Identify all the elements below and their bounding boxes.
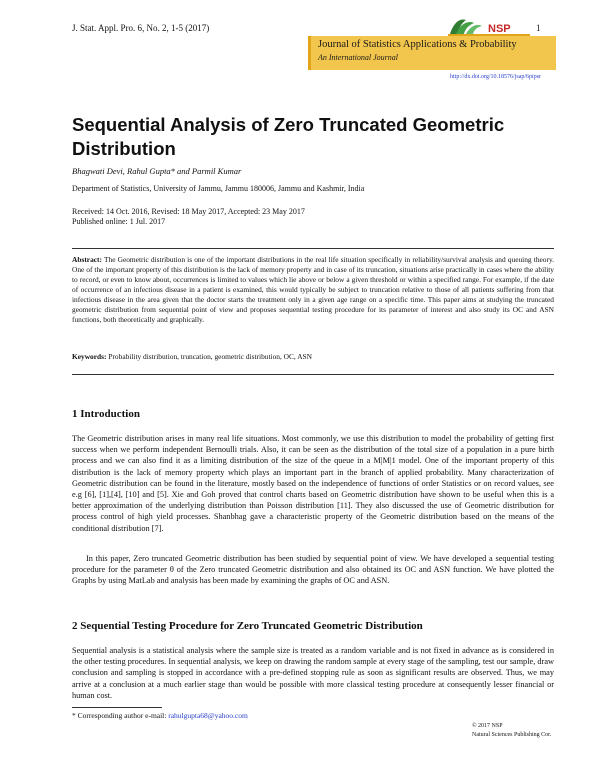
keywords-label: Keywords: bbox=[72, 352, 107, 361]
section2-paragraph-1: Sequential analysis is a statistical analysis where the sample size is treated as a random variable and is not fixed in advance as is considered in the other testing procedures. In sequential analysis, we keep on drawing the random sample at every stage of the sampling, test our sample, draw conclusion and sampling is stopped in accordance with a pre-defined stopping rule as soon as significant results are observed. Thus, we may arrive at a conclusion at a much earlier stage than would be possible with more classical testing procedure at consequently lesser financial or human cost. bbox=[72, 646, 554, 700]
logo-text: NSP bbox=[488, 23, 511, 35]
authors: Bhagwati Devi, Rahul Gupta* and Parmil Kumar bbox=[72, 166, 242, 176]
corresponding-author-note bbox=[72, 711, 248, 720]
copyright: © 2017 NSP bbox=[472, 723, 503, 729]
publication-dates bbox=[72, 207, 305, 227]
published-date: Published online: 1 Jul. 2017 bbox=[72, 217, 166, 226]
section-heading-sequential-testing: 2 Sequential Testing Procedure for Zero Truncated Geometric Distribution bbox=[72, 620, 423, 632]
intro-paragraph-1: The Geometric distribution arises in many real life situations. Most commonly, we use this distribution to model the probability of getting first success when we perform independent Bernoulli trials. Also, it can be seen as the distribution of the total size of a population in a pure birth process and we can also find it as a limiting distribution of the size of the queue in a M|M|1 model. One of the important property of this distribution is the lack of memory property which plays an important part in the branch of applied probability. Many characterization of Geometric distribution can be found in the literature, mostly based on the independence of functions of order Statistics or on record values, see e.g [6], [1],[4], [10] and [5]. Xie and Goh proved that control charts based on Geometric distribution have shown to be useful when this is a better approximation of the underlying distribution than Poisson distribution [11]. They also discussed the use of Geometric distribution for process control of high yield processes. Shanbhag gave a characteristic property of the Geometric distribution based on the means of the conditional distribution [7]. bbox=[72, 434, 554, 533]
page-number: 1 bbox=[536, 23, 541, 33]
abstract bbox=[72, 255, 554, 325]
footnote-rule bbox=[72, 707, 162, 708]
keywords-text: Probability distribution, truncation, geometric distribution, OC, ASN bbox=[108, 352, 312, 361]
publisher: Natural Sciences Publishing Cor. bbox=[472, 732, 552, 738]
affiliation: Department of Statistics, University of Jammu, Jammu 180006, Jammu and Kashmir, India bbox=[72, 184, 365, 193]
section-heading-introduction: 1 Introduction bbox=[72, 408, 140, 420]
corresponding-label: * Corresponding author e-mail: bbox=[72, 711, 167, 720]
journal-subtitle: An International Journal bbox=[318, 53, 398, 62]
abstract-bottom-rule bbox=[72, 374, 554, 375]
author-email-link[interactable]: rahulgupta68@yahoo.com bbox=[168, 711, 248, 720]
abstract-top-rule bbox=[72, 248, 554, 249]
doi-link[interactable]: http://dx.doi.org/10.18576/jsap/6pipsr bbox=[450, 74, 542, 80]
keywords bbox=[72, 352, 554, 361]
running-header-citation: J. Stat. Appl. Pro. 6, No. 2, 1-5 (2017) bbox=[72, 23, 210, 33]
abstract-label: Abstract: bbox=[72, 255, 102, 264]
paper-title: Sequential Analysis of Zero Truncated Geometric Distribution bbox=[72, 114, 505, 159]
intro-paragraph-2: In this paper, Zero truncated Geometric distribution has been studied by sequential point of view. We have developed a sequential testing procedure for the parameter θ of the Zero truncated Geometric distribution and also obtained its OC and ASN function. We have plotted the Graphs by using MatLab and analysis has been made by examining the graphs of OC and ASN. bbox=[72, 554, 554, 586]
received-dates: Received: 14 Oct. 2016, Revised: 18 May 2017, Accepted: 23 May 2017 bbox=[72, 207, 305, 216]
abstract-text: The Geometric distribution is one of the important distributions in the real life situation specifically in reliability/survival analysis and queuing theory. One of the important property of this distribution is the lack of memory property and in case of its truncation, situations arise practically in cases where the ability to record, or even to know about, occurrences is limited to values which lie above or below a given threshold or within a specified range. For example, if the date of occurrence of an infectious disease in a patient is examined, this would typically be subject to truncation relative to those of all patients suffering from that infectious disease in the area given that the doctor starts the treatment only in a given age range on a specific time. This paper aims at studying the truncated geometric distribution from sequential point of view and proposes sequential testing procedure for its parameter of interest and also study its OC and ASN functions, both theoretically and graphically. bbox=[72, 255, 555, 324]
journal-title: Journal of Statistics Applications & Probability bbox=[318, 39, 517, 50]
